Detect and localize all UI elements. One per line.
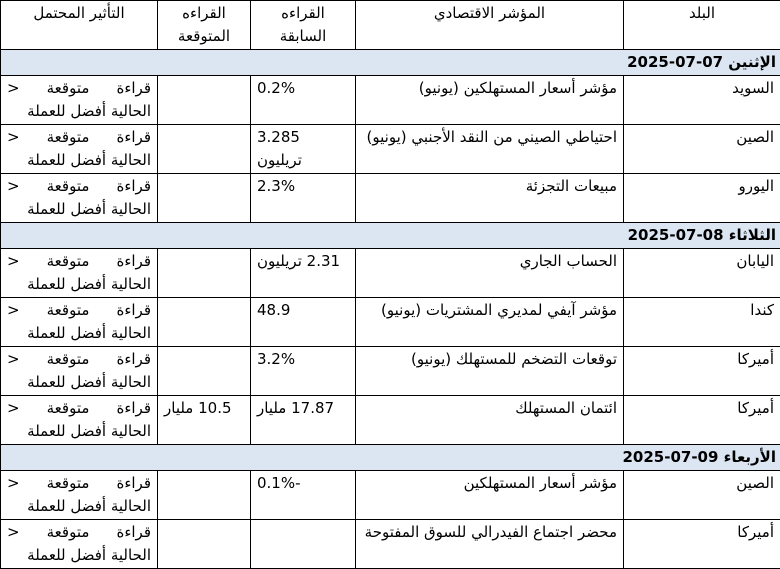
indicator-cell: الحساب الجاري xyxy=(356,249,624,298)
country-cell: الصين xyxy=(624,125,780,174)
expected-cell xyxy=(158,125,251,174)
previous-cell: 48.9 xyxy=(251,298,356,347)
previous-cell: 2.31 تريليون xyxy=(251,249,356,298)
impact-cell: قراءة متوقعة < الحالية أفضل للعملة xyxy=(1,125,158,174)
indicator-cell: مؤشر آيفي لمديري المشتريات (يونيو) xyxy=(356,298,624,347)
indicator-cell: مؤشر أسعار المستهلكين xyxy=(356,471,624,520)
header-row xyxy=(1,1,780,50)
day-header-row xyxy=(1,223,780,249)
day-label: الأربعاء 09-07-2025 xyxy=(1,445,780,471)
table-row xyxy=(1,396,780,445)
previous-cell: 3.2% xyxy=(251,347,356,396)
expected-cell: 10.5 مليار xyxy=(158,396,251,445)
table-row xyxy=(1,125,780,174)
country-cell: أميركا xyxy=(624,347,780,396)
impact-cell: قراءة متوقعة < الحالية أفضل للعملة xyxy=(1,396,158,445)
previous-cell: 3.285 تريليون xyxy=(251,125,356,174)
table-body xyxy=(1,50,780,569)
indicator-cell: محضر اجتماع الفيدرالي للسوق المفتوحة xyxy=(356,520,624,569)
header-expected: القراءه المتوقعة xyxy=(158,1,251,50)
country-cell: كندا xyxy=(624,298,780,347)
header-previous: القراءه السابقة xyxy=(251,1,356,50)
indicator-cell: مبيعات التجزئة xyxy=(356,174,624,223)
impact-cell: قراءة متوقعة < الحالية أفضل للعملة xyxy=(1,249,158,298)
country-cell: أميركا xyxy=(624,520,780,569)
indicator-cell: مؤشر أسعار المستهلكين (يونيو) xyxy=(356,76,624,125)
expected-cell xyxy=(158,520,251,569)
impact-cell: قراءة متوقعة < الحالية أفضل للعملة xyxy=(1,174,158,223)
header-country: البلد xyxy=(624,1,780,50)
previous-cell: 0.2% xyxy=(251,76,356,125)
indicator-cell: توقعات التضخم للمستهلك (يونيو) xyxy=(356,347,624,396)
country-cell: اليورو xyxy=(624,174,780,223)
table-row xyxy=(1,249,780,298)
table-row xyxy=(1,347,780,396)
table-row xyxy=(1,76,780,125)
previous-cell: 2.3% xyxy=(251,174,356,223)
day-header-row xyxy=(1,445,780,471)
impact-cell: قراءة متوقعة < الحالية أفضل للعملة xyxy=(1,347,158,396)
indicator-cell: احتياطي الصيني من النقد الأجنبي (يونيو) xyxy=(356,125,624,174)
header-indicator: المؤشر الاقتصادي xyxy=(356,1,624,50)
expected-cell xyxy=(158,471,251,520)
table-row xyxy=(1,520,780,569)
expected-cell xyxy=(158,249,251,298)
day-header-row xyxy=(1,50,780,76)
table-row xyxy=(1,471,780,520)
expected-cell xyxy=(158,298,251,347)
impact-cell: قراءة متوقعة < الحالية أفضل للعملة xyxy=(1,520,158,569)
impact-cell: قراءة متوقعة < الحالية أفضل للعملة xyxy=(1,298,158,347)
expected-cell xyxy=(158,347,251,396)
previous-cell: -0.1% xyxy=(251,471,356,520)
previous-cell: 17.87 مليار xyxy=(251,396,356,445)
country-cell: السويد xyxy=(624,76,780,125)
day-label: الثلاثاء 08-07-2025 xyxy=(1,223,780,249)
day-label: الإثنين 07-07-2025 xyxy=(1,50,780,76)
country-cell: اليابان xyxy=(624,249,780,298)
country-cell: أميركا xyxy=(624,396,780,445)
country-cell: الصين xyxy=(624,471,780,520)
table-row xyxy=(1,298,780,347)
previous-cell xyxy=(251,520,356,569)
header-impact: التأثير المحتمل xyxy=(1,1,158,50)
indicator-cell: ائتمان المستهلك xyxy=(356,396,624,445)
impact-cell: قراءة متوقعة < الحالية أفضل للعملة xyxy=(1,76,158,125)
table-row xyxy=(1,174,780,223)
impact-cell: قراءة متوقعة < الحالية أفضل للعملة xyxy=(1,471,158,520)
expected-cell xyxy=(158,76,251,125)
expected-cell xyxy=(158,174,251,223)
